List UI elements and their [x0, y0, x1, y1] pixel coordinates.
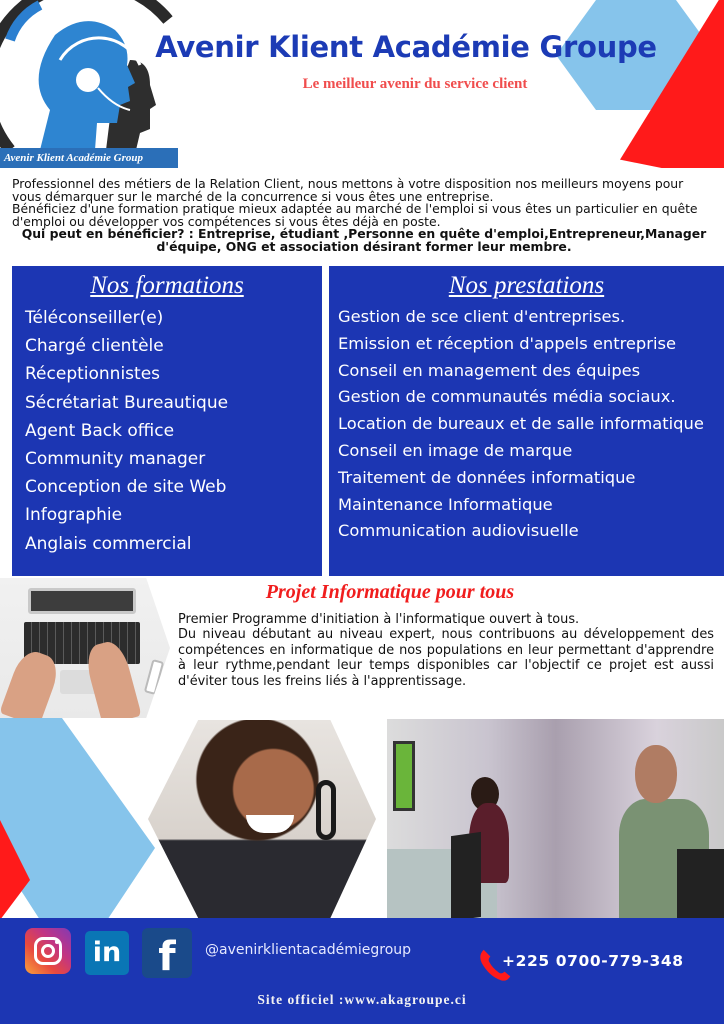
list-item: Conception de site Web — [25, 477, 227, 498]
list-item: Traitement de données informatique — [338, 467, 636, 487]
agent-woman-photo — [148, 720, 376, 918]
headset-icon — [316, 780, 336, 840]
list-item: Agent Back office — [25, 420, 175, 441]
logo — [0, 0, 178, 168]
prestations-panel — [329, 266, 724, 576]
call-center-photo — [387, 719, 724, 918]
laptop-photo — [0, 578, 170, 718]
footer — [0, 918, 724, 1024]
list-item: Infographie — [25, 505, 123, 526]
list-item: Conseil en image de marque — [338, 440, 573, 460]
headset-agents-icon — [0, 0, 178, 150]
list-item: Réceptionnistes — [25, 364, 161, 385]
list-item: Location de bureaux et de salle informatique — [338, 414, 704, 434]
list-item: Gestion de communautés média sociaux. — [338, 387, 676, 407]
intro-section — [12, 178, 716, 254]
formations-list — [12, 304, 322, 558]
list-item: Gestion de sce client d'entreprises. — [338, 307, 626, 326]
list-item: Communication audiovisuelle — [338, 521, 579, 541]
project-line: Premier Programme d'initiation à l'informatique ouvert à tous. — [178, 612, 580, 627]
formations-heading: Nos formations — [90, 272, 244, 299]
linkedin-icon[interactable]: in — [85, 931, 129, 975]
social-handle[interactable]: @avenirklientacadémiegroup — [205, 942, 412, 958]
instagram-icon[interactable] — [25, 928, 71, 974]
project-description — [178, 612, 714, 689]
tagline: Le meilleur avenir du service client — [302, 76, 528, 92]
intro-paragraph: Bénéficiez d'une formation pratique mieux adaptée au marché de l'emploi si vous êtes un particulier en quête d'emploi ou développer vos compétences si vous êtes déjà en poste. — [12, 201, 698, 229]
website-link[interactable]: Site officiel :www.akagroupe.ci — [257, 992, 467, 1007]
list-item: Community manager — [25, 449, 206, 470]
list-item: Maintenance Informatique — [338, 494, 553, 514]
list-item: Anglais commercial — [25, 533, 192, 554]
prestations-heading: Nos prestations — [448, 272, 605, 299]
phone-number[interactable]: +225 0700-779-348 — [502, 952, 684, 970]
target-audience: Qui peut en bénéficier? : Entreprise, étudiant ,Personne en quête d'emploi,Entrepreneur,Manager d'équipe, ONG et association désirant former leur membre. — [21, 226, 707, 254]
list-item: Emission et réception d'appels entreprise — [338, 333, 676, 353]
prestations-list — [329, 304, 724, 545]
intro-paragraph: Professionnel des métiers de la Relation Client, nous mettons à votre disposition nos meilleurs moyens pour vous démarquer sur le marché de la concurrence si vous êtes une entreprise. — [12, 176, 684, 204]
page-title: Avenir Klient Académie Groupe — [155, 30, 657, 64]
project-line: Du niveau débutant au niveau expert, nous contribuons au développement des compétences en informatique de nos populations en leur permettant d'apprendre à leur rythme,pendant leur temps disponibles car l'objectif ce projet est aussi d'éviter tous les freins liés à l'apprentissage. — [178, 627, 714, 689]
list-item: Sécrétariat Bureautique — [25, 392, 229, 413]
list-item: Chargé clientèle — [25, 336, 164, 357]
project-title: Projet Informatique pour tous — [265, 581, 515, 603]
facebook-icon[interactable]: f — [142, 928, 192, 978]
list-item: Conseil en management des équipes — [338, 360, 641, 380]
logo-caption: Avenir Klient Académie Group — [0, 148, 178, 168]
list-item: Téléconseiller(e) — [25, 308, 164, 328]
formations-panel — [12, 266, 322, 576]
